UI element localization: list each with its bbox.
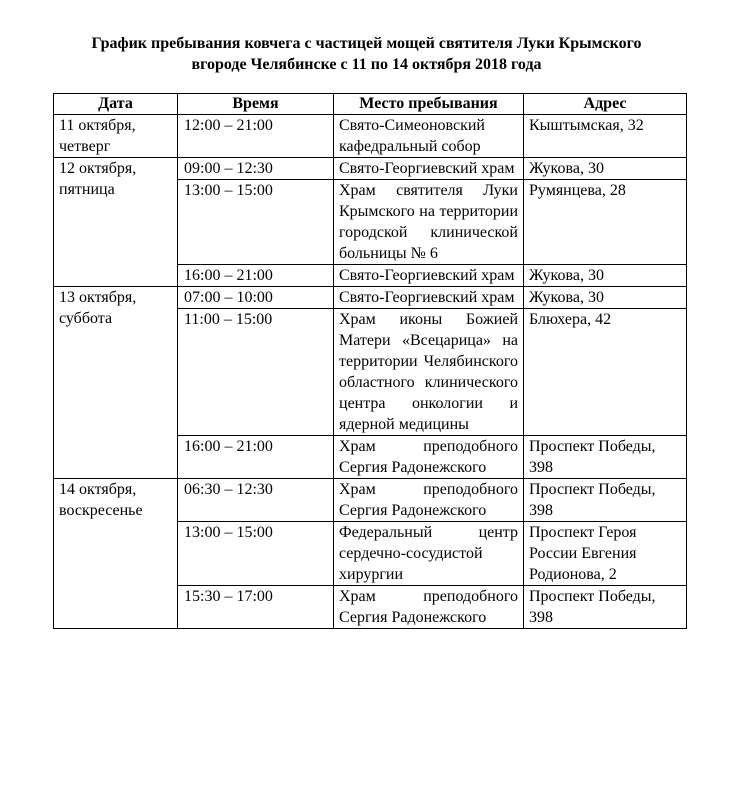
date-cell <box>54 115 178 158</box>
header-row <box>54 94 687 115</box>
place-cell: Храм преподобного Сергия Радонежского <box>334 479 524 522</box>
address-cell: Жукова, 30 <box>524 265 687 287</box>
address-cell: Проспект Победы, 398 <box>524 479 687 522</box>
place-cell: Храм святителя Луки Крымского на территории городской клинической больницы № 6 <box>334 180 524 265</box>
weekday-label: пятница <box>59 181 115 198</box>
time-cell: 16:00 – 21:00 <box>178 265 334 287</box>
date-label: 14 октября, <box>59 481 137 498</box>
address-cell: Проспект Победы, 398 <box>524 586 687 629</box>
date-label: 11 октября, <box>59 117 136 134</box>
date-cell <box>54 479 178 629</box>
title-line-2: вгороде Челябинске с 11 по 14 октября 2018 года <box>191 56 542 73</box>
time-cell: 15:30 – 17:00 <box>178 586 334 629</box>
address-cell: Румянцева, 28 <box>524 180 687 265</box>
date-cell <box>54 287 178 479</box>
date-label: 12 октября, <box>59 160 137 177</box>
table-header <box>54 94 687 115</box>
place-cell: Свято-Георгиевский храм <box>334 265 524 287</box>
time-cell: 12:00 – 21:00 <box>178 115 334 158</box>
place-cell: Свято-Георгиевский храм <box>334 158 524 180</box>
table-body <box>54 115 687 629</box>
place-cell: Храм иконы Божией Матери «Всецарица» на территории Челябинского областного клинического центра онкологии и ядерной медицины <box>334 309 524 436</box>
address-cell: Проспект Героя России Евгения Родионова, 2 <box>524 522 687 586</box>
table-row <box>54 158 687 180</box>
table-row <box>54 115 687 158</box>
weekday-label: воскресенье <box>59 502 143 519</box>
address-cell: Кыштымская, 32 <box>524 115 687 158</box>
time-cell: 07:00 – 10:00 <box>178 287 334 309</box>
address-cell: Жукова, 30 <box>524 287 687 309</box>
title-line-1: График пребывания ковчега с частицей мощей святителя Луки Крымского <box>91 35 642 52</box>
header-place: Место пребывания <box>334 94 524 115</box>
schedule-table <box>53 93 687 629</box>
time-cell: 06:30 – 12:30 <box>178 479 334 522</box>
header-address: Адрес <box>524 94 687 115</box>
date-label: 13 октября, <box>59 289 137 306</box>
place-cell: Свято-Симеоновский кафедральный собор <box>334 115 524 158</box>
time-cell: 13:00 – 15:00 <box>178 522 334 586</box>
weekday-label: четверг <box>59 138 111 155</box>
document-title <box>0 33 733 75</box>
address-cell: Жукова, 30 <box>524 158 687 180</box>
time-cell: 11:00 – 15:00 <box>178 309 334 436</box>
table-row <box>54 287 687 309</box>
address-cell: Блюхера, 42 <box>524 309 687 436</box>
weekday-label: суббота <box>59 310 113 327</box>
address-cell: Проспект Победы, 398 <box>524 436 687 479</box>
header-date: Дата <box>54 94 178 115</box>
date-cell <box>54 158 178 287</box>
time-cell: 13:00 – 15:00 <box>178 180 334 265</box>
place-cell: Храм преподобного Сергия Радонежского <box>334 586 524 629</box>
place-cell: Свято-Георгиевский храм <box>334 287 524 309</box>
header-time: Время <box>178 94 334 115</box>
table-row <box>54 479 687 522</box>
place-cell: Федеральный центр сердечно-сосудистой хирургии <box>334 522 524 586</box>
place-cell: Храм преподобного Сергия Радонежского <box>334 436 524 479</box>
time-cell: 16:00 – 21:00 <box>178 436 334 479</box>
time-cell: 09:00 – 12:30 <box>178 158 334 180</box>
